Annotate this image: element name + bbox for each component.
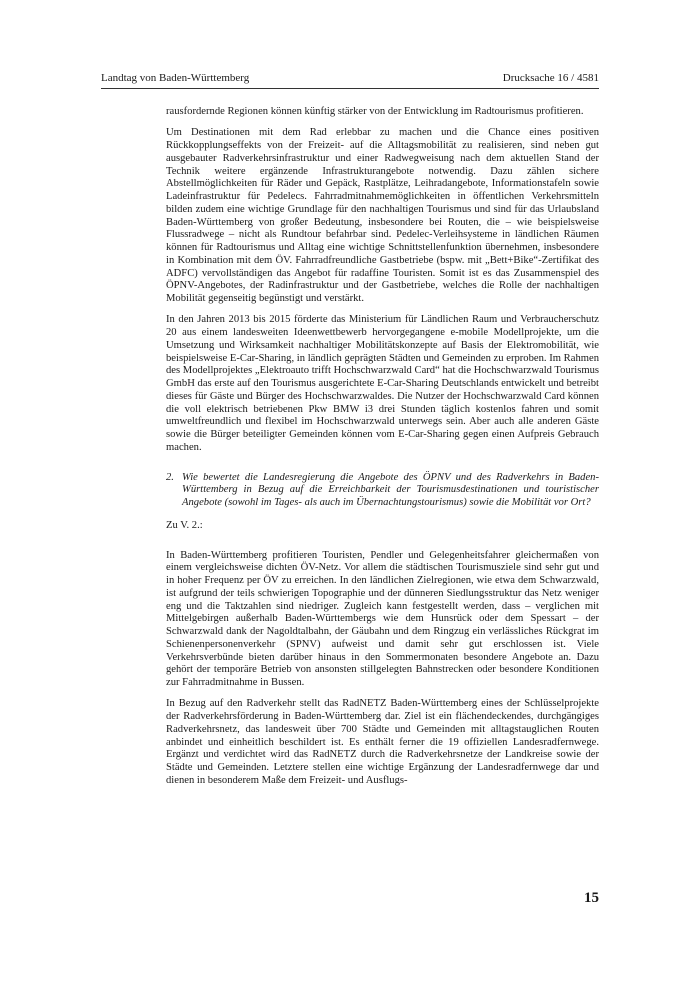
header-document-number: Drucksache 16 / 4581: [502, 72, 599, 84]
answer-paragraph: In Bezug auf den Radverkehr stellt das RadNETZ Baden-Württemberg eines der Schlüsselprojekte der Radverkehrsförderung in Baden-Württemberg dar. Ziel ist ein flächendeckendes, durchgängiges Radverkehrsnetz, das landesweit über 700 Städte und Gemeinden mit alltagstauglichen Routen anbindet und einheitlich beschildert ist. Es enthält ferner die 19 offiziellen Landesradfernwege. Ergänzt und verdichtet wird das RadNETZ durch die Radverkehrsnetze der Landkreise sowie der Städte und Gemeinden. Letztere stellen eine wichtige Ergänzung der Landesradfernwege dar und dienen in besonderem Maße dem Freizeit- und Ausflugs-: [166, 698, 599, 786]
page-number: 15: [584, 890, 599, 906]
body-paragraph: Um Destinationen mit dem Rad erlebbar zu machen und die Chance eines positiven Rückkopplungseffekts von der Freizeit- auf die Alltagsmobilität zu realisieren, sind neben gut ausgebauter Radverkehrsinfrastruktur und einer Radwegweisung nach dem aktuellen Stand der Technik weitere ergänzende Infrastrukturangebote notwendig. Dazu zählen sichere Abstellmöglichkeiten für Räder und Gepäck, Rastplätze, Leihradangebote, Informationstafeln sowie Ladeinfrastruktur für Pedelecs. Fahrradmitnahmemöglichkeiten in öffentlichen Verkehrsmitteln bilden zudem eine wichtige Grundlage für den nachhaltigen Tourismus und sind für das Urlaubsland Baden-Württemberg von großer Bedeutung, insbesondere bei Routen, die – wie beispielsweise Flussradwege – nicht als Rundtour befahrbar sind. Pedelec-Verleihsysteme in ländlichen Räumen können für Radtourismus und Alltag eine wichtige Schnittstellenfunktion übernehmen, insbesondere in Kombination mit dem ÖV. Fahrradfreundliche Gastbetriebe (bspw. mit „Bett+Bike“-Zertifikat des ADFC) vervollständigen das Angebot für radaffine Touristen. Somit ist es das Zusammenspiel des ÖPNV-Angebotes, der Radinfrastruktur und der Gastbetriebe, welches die Rolle der nachhaltigen Mobilität gegenseitig begünstigt und verstärkt.: [166, 127, 599, 304]
header-divider: [101, 88, 599, 89]
answer-label: Zu V. 2.:: [166, 519, 203, 531]
running-header: [101, 72, 599, 85]
header-parliament: Landtag von Baden-Württemberg: [101, 72, 250, 84]
question-text: Wie bewertet die Landesregierung die Angebote des ÖPNV und des Radverkehrs in Baden-Württemberg in Bezug auf die Erreichbarkeit der Tourismusdestinationen und touristischer Angebote (sowohl im Tages- als auch im Übernachtungstourismus) sowie die Mobilität vor Ort?: [182, 471, 599, 508]
body-paragraph: rausfordernde Regionen können künftig stärker von der Entwicklung im Radtourismus profitieren.: [166, 106, 584, 117]
answer-paragraph: In Baden-Württemberg profitieren Touristen, Pendler und Gelegenheitsfahrer gleichermaßen von einem vergleichsweise dichten ÖV-Netz. Vor allem die städtischen Tourismusziele sind sehr gut und in hoher Frequenz per ÖV zu erreichen. In den ländlichen Zielregionen, wie etwa dem Schwarzwald, ist aufgrund der teils schwierigen Topographie und der dünneren Siedlungsstruktur das Netz weniger eng und die Taktzahlen sind niedriger. Zugleich kann festgestellt werden, dass – verglichen mit Mittelgebirgen außerhalb Baden-Württembergs wie dem Hunsrück oder dem Spessart – der Schwarzwald dank der Nagoldtalbahn, der Gäubahn und dem Ringzug ein verlässliches Rückgrat im Schienenpersonenverkehr (SPNV) aufweist und damit sehr gut erschlossen ist. Viele Verkehrsverbünde bieten darüber hinaus in den Sommermonaten besondere Angebote an. Dazu gehört der temporäre Betrieb von ansonsten stillgelegten Bahnstrecken oder besondere Konditionen zur Fahrradmitnahme in Bussen.: [166, 549, 599, 688]
page-body: [166, 106, 599, 796]
question-number: 2.: [166, 471, 174, 483]
body-paragraph: In den Jahren 2013 bis 2015 förderte das Ministerium für Ländlichen Raum und Verbraucherschutz 20 aus einem landesweiten Ideenwettbewerb hervorgegangene e-mobile Modellprojekte, um die Umsetzung und Wirksamkeit nachhaltiger Mobilitätskonzepte auf Basis der Elektromobilität, wie beispielsweise E-Car-Sharing, in ländlich geprägten Städten und Gemeinden zu erproben. Im Rahmen des Modellprojektes „Elektroauto trifft Hochschwarzwald Card“ hat die Hochschwarzwald Tourismus GmbH das erste auf den Tourismus ausgerichtete E-Car-Sharing Deutschlands entwickelt und betreibt dieses für Gäste und Bürger des Hochschwarzwaldes. Die Nutzer der Hochschwarzwald Card können die voll elektrisch betriebenen Pkw BMW i3 drei Stunden täglich kostenlos fahren und somit umweltfreundlich und flexibel im Hochschwarzwald unterwegs sein. Aber auch alle anderen Gäste sowie die Bürger beteiligter Gemeinden können vom E-Car-Sharing gegen einen Aufpreis Gebrauch machen.: [166, 314, 599, 453]
question-item: [166, 472, 599, 510]
